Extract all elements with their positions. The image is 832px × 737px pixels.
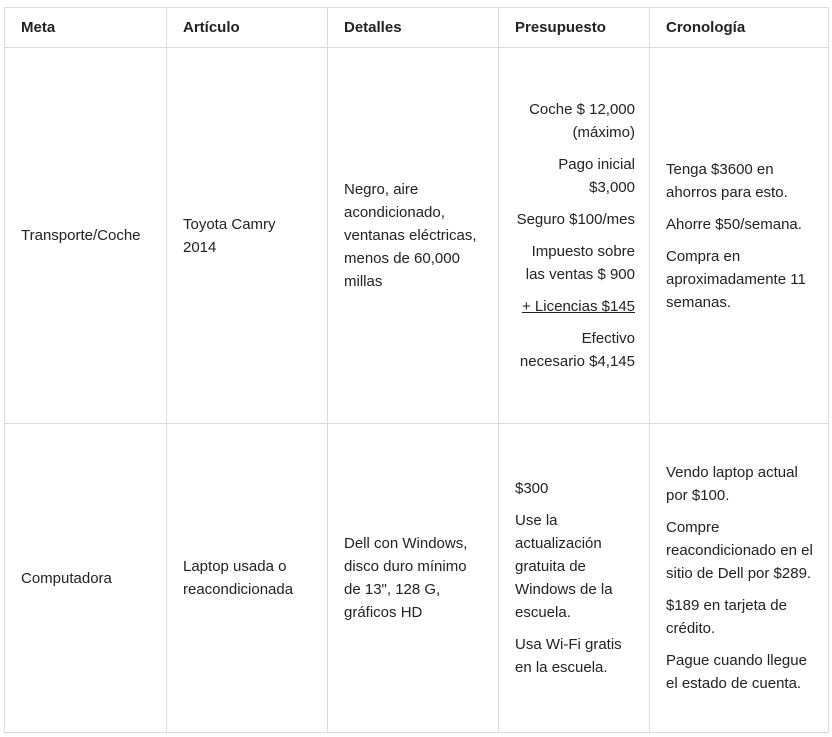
budget-cell [499,48,650,424]
header-timeline: Cronología [650,8,829,48]
timeline-cell [650,48,829,424]
timeline-line: Compre reacondicionado en el sitio de Dell por $289. [666,519,813,582]
item-cell [167,424,328,733]
goal-cell: Computadora [5,424,167,733]
timeline-line: Vendo laptop actual por $100. [666,464,798,504]
goals-table [4,7,829,733]
budget-line: Pago inicial $3,000 [558,156,635,196]
timeline-line: Tenga $3600 en ahorros para esto. [666,160,788,201]
details-text: Dell con Windows, disco duro mínimo de 13", 128 G, gráficos HD [344,535,468,621]
timeline-line: $189 en tarjeta de crédito. [666,597,787,637]
header-row [5,8,829,48]
budget-cell [499,424,650,733]
timeline-line: Compra en aproximadamente 11 semanas. [666,247,806,311]
header-budget: Presupuesto [499,8,650,48]
budget-line: Impuesto sobre las ventas $ 900 [525,243,635,283]
item-text: Laptop usada o reacondicionada [183,558,294,598]
table-row [5,424,829,733]
budget-line: $300 [515,480,549,497]
item-text: Toyota Camry 2014 [183,215,276,256]
header-goal: Meta [5,8,167,48]
header-item: Artículo [167,8,328,48]
budget-line-underlined: + Licencias $145 [522,298,635,315]
goal-cell: Transporte/Coche [5,48,167,424]
table-row [5,48,829,424]
timeline-line: Pague cuando llegue el estado de cuenta. [666,652,807,692]
details-text: Negro, aire acondicionado, ventanas eléctricas, menos de 60,000 millas [344,181,477,290]
budget-total: Efectivo necesario $4,145 [519,330,635,370]
budget-line: Usa Wi-Fi gratis en la escuela. [515,636,622,676]
timeline-line: Ahorre $50/semana. [666,215,802,233]
timeline-cell [650,424,829,733]
item-cell [167,48,328,424]
details-cell [328,48,499,424]
budget-line: Seguro $100/mes [516,211,635,228]
details-cell [328,424,499,733]
budget-line: Coche $ 12,000 (máximo) [529,101,635,141]
budget-line: Use la actualización gratuita de Windows de la escuela. [515,512,613,621]
header-details: Detalles [328,8,499,48]
